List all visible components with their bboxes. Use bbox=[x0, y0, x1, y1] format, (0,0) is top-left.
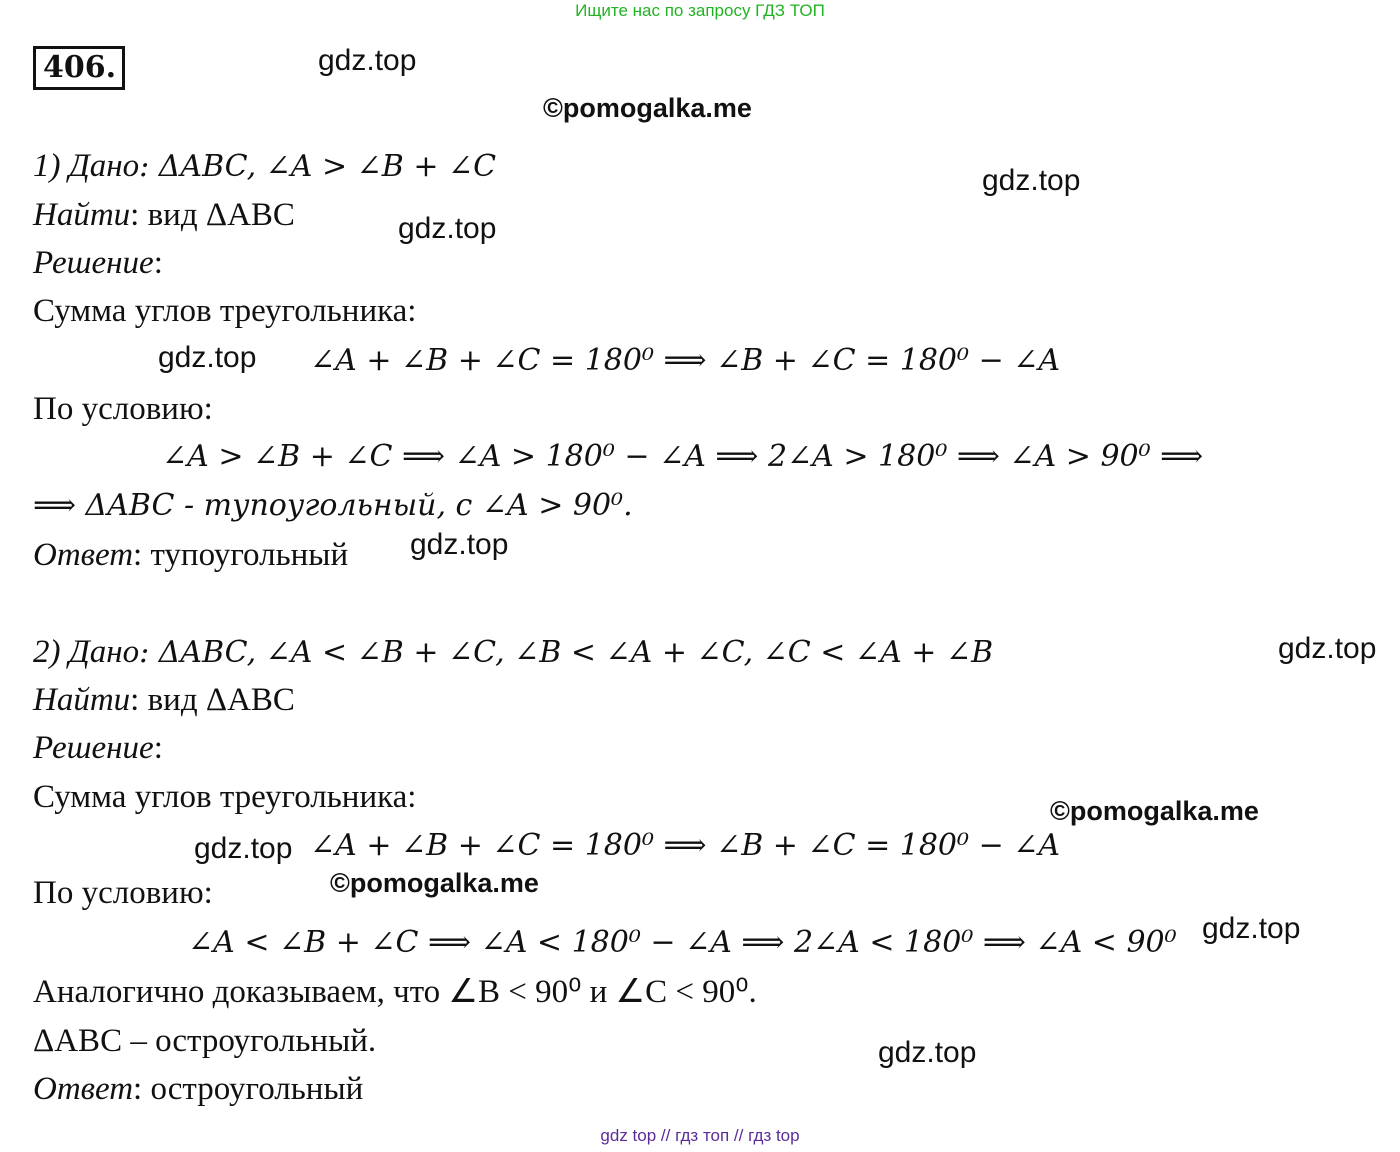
watermark-pomogalka: ©pomogalka.me bbox=[330, 868, 539, 898]
watermark-gdz: gdz.top bbox=[194, 832, 293, 865]
answer-text: : остроугольный bbox=[133, 1071, 364, 1107]
part2-find bbox=[33, 680, 295, 720]
solution-colon: : bbox=[153, 730, 163, 766]
watermark-gdz: gdz.top bbox=[318, 44, 417, 77]
part1-answer bbox=[33, 535, 348, 575]
part2-conclusion: ΔABC – остроугольный. bbox=[33, 1023, 377, 1059]
footer-links[interactable]: gdz top // гдз топ // гдз top bbox=[600, 1126, 800, 1145]
find-label: Найти bbox=[33, 197, 131, 233]
part1-sum-text: Сумма углов треугольника: bbox=[33, 293, 417, 329]
answer-label: Ответ bbox=[33, 1071, 134, 1107]
top-banner[interactable]: Ищите нас по запросу ГДЗ ТОП bbox=[575, 1, 825, 20]
find-text: : вид ΔABC bbox=[130, 197, 295, 233]
part2-analog: Аналогично доказываем, что ∠B < 90⁰ и ∠C < 90⁰. bbox=[33, 974, 757, 1010]
part2-condition: По условию: bbox=[33, 875, 213, 911]
given-math: : ΔABC, ∠A > ∠B + ∠C bbox=[139, 149, 497, 184]
given-label: 2) Дано bbox=[33, 634, 140, 670]
part2-given bbox=[33, 632, 993, 673]
watermark-gdz: gdz.top bbox=[982, 164, 1081, 197]
given-label: 1) Дано bbox=[33, 148, 140, 184]
watermark-gdz: gdz.top bbox=[410, 528, 509, 561]
part2-sum-text: Сумма углов треугольника: bbox=[33, 779, 417, 815]
part1-find bbox=[33, 195, 295, 235]
watermark-gdz: gdz.top bbox=[878, 1036, 977, 1069]
part2-solution bbox=[33, 728, 163, 768]
solution-colon: : bbox=[153, 245, 163, 281]
solution-label: Решение bbox=[33, 245, 154, 281]
watermark-gdz: gdz.top bbox=[158, 341, 257, 374]
part1-condition: По условию: bbox=[33, 391, 213, 427]
given-math: : ΔABC, ∠A < ∠B + ∠C, ∠B < ∠A + ∠C, ∠C < ∠A + ∠B bbox=[139, 635, 994, 670]
part2-eq1: ∠A + ∠B + ∠C = 180⁰ ⟹ ∠B + ∠C = 180⁰ − ∠A bbox=[310, 828, 1061, 863]
part1-eq2: ∠A > ∠B + ∠C ⟹ ∠A > 180⁰ − ∠A ⟹ 2∠A > 180⁰ ⟹ ∠A > 90⁰ ⟹ bbox=[162, 439, 1204, 474]
watermark-gdz: gdz.top bbox=[1202, 912, 1301, 945]
part1-solution bbox=[33, 243, 163, 283]
watermark-pomogalka: ©pomogalka.me bbox=[1050, 796, 1259, 826]
find-label: Найти bbox=[33, 682, 131, 718]
problem-number: 406. bbox=[33, 46, 125, 90]
part1-given bbox=[33, 146, 496, 187]
part2-answer bbox=[33, 1069, 363, 1109]
find-text: : вид ΔABC bbox=[130, 682, 295, 718]
part2-eq2: ∠A < ∠B + ∠C ⟹ ∠A < 180⁰ − ∠A ⟹ 2∠A < 180⁰ ⟹ ∠A < 90⁰ bbox=[188, 925, 1177, 960]
part1-eq1: ∠A + ∠B + ∠C = 180⁰ ⟹ ∠B + ∠C = 180⁰ − ∠A bbox=[310, 343, 1061, 378]
answer-label: Ответ bbox=[33, 537, 134, 573]
watermark-pomogalka: ©pomogalka.me bbox=[543, 93, 752, 123]
watermark-gdz: gdz.top bbox=[1278, 632, 1377, 665]
part1-conclusion: ⟹ ΔABC - тупоугольный, с ∠A > 90⁰. bbox=[33, 488, 633, 523]
watermark-gdz: gdz.top bbox=[398, 212, 497, 245]
answer-text: : тупоугольный bbox=[133, 537, 349, 573]
solution-label: Решение bbox=[33, 730, 154, 766]
